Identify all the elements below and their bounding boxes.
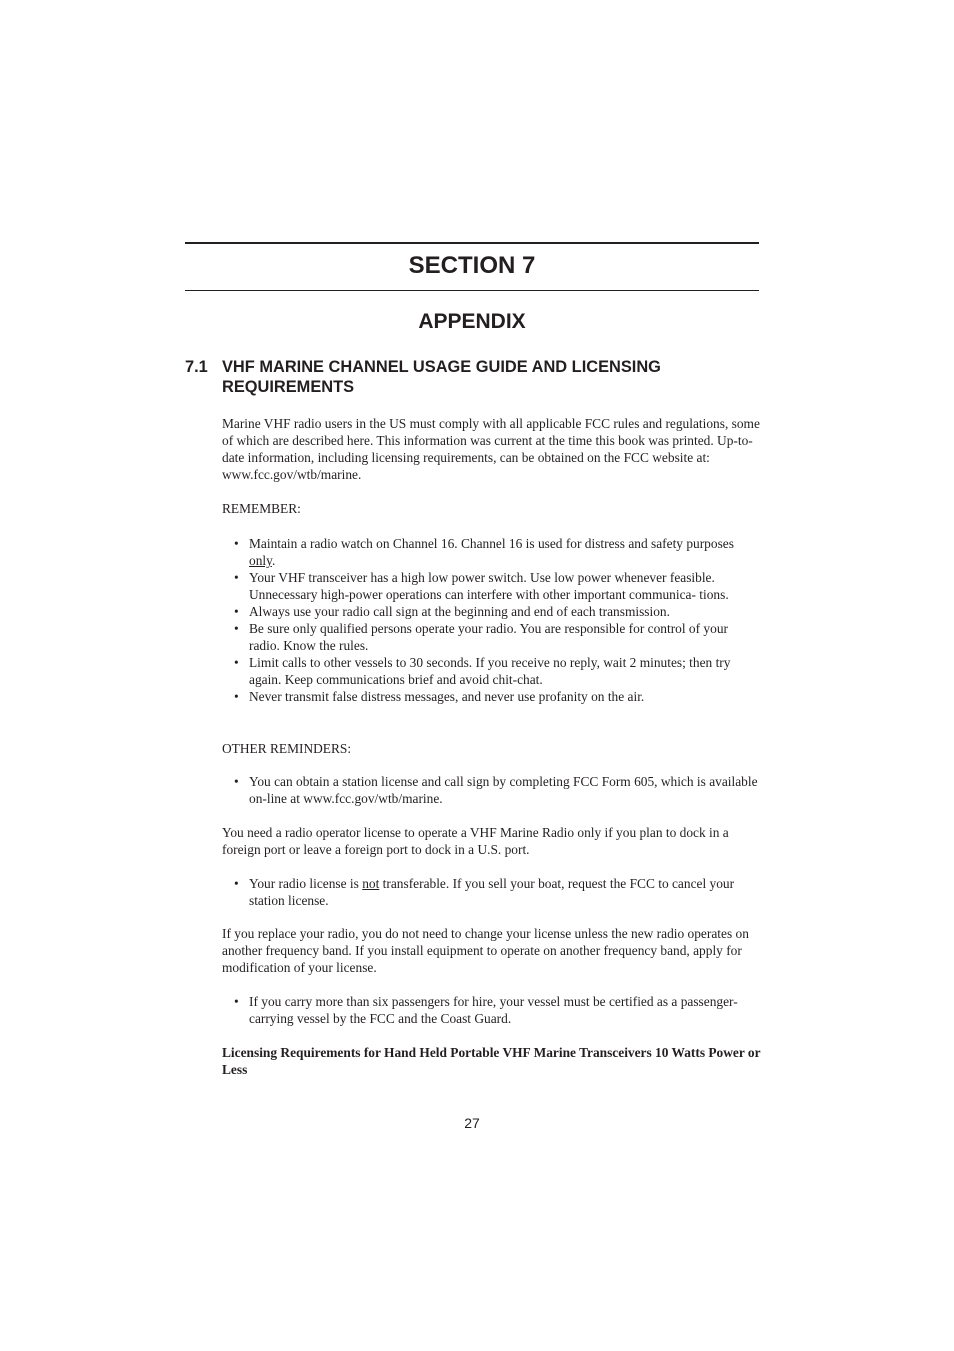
list-item <box>222 569 762 603</box>
list-item <box>222 620 762 654</box>
subsection-number: 7.1 <box>185 358 208 376</box>
list-item <box>222 688 762 705</box>
subsection-title: VHF MARINE CHANNEL USAGE GUIDE AND LICENSING REQUIREMENTS <box>222 358 661 396</box>
appendix-title: APPENDIX <box>418 310 526 333</box>
list-item <box>222 993 762 1027</box>
section-title: SECTION 7 <box>408 252 536 279</box>
bullet-text: Your radio license is <box>249 876 363 891</box>
bullet-icon: • <box>234 994 239 1009</box>
bullet-text: Maintain a radio watch on Channel 16. Channel 16 is used for distress and safety purposes <box>249 536 734 551</box>
list-item <box>222 773 762 807</box>
subsection-heading <box>185 357 759 397</box>
bullet-icon: • <box>234 876 239 891</box>
remember-heading: REMEMBER: <box>222 501 301 516</box>
bullet-icon: • <box>234 536 239 551</box>
bullet-icon: • <box>234 774 239 789</box>
replace-radio-paragraph: If you replace your radio, you do not need to change your license unless the new radio operates on another frequency band. If you install equipment to operate on another frequency band, apply for modification of your license. <box>222 926 749 975</box>
bullet-icon: • <box>234 621 239 636</box>
other-reminders-list <box>222 773 762 807</box>
bullet-text: Your VHF transceiver has a high low power switch. Use low power whenever feasible. Unnecessary high-power operations can interfere with other important communica- tions. <box>249 570 729 602</box>
underlined-word: not <box>362 876 380 891</box>
bullet-text: You can obtain a station license and call sign by completing FCC Form 605, which is available on-line at www.fcc.gov/wtb/marine. <box>249 774 758 806</box>
bullet-text: Never transmit false distress messages, and never use profanity on the air. <box>249 689 645 704</box>
list-item <box>222 535 762 569</box>
bullet-text: Always use your radio call sign at the beginning and end of each transmission. <box>249 604 670 619</box>
remember-list <box>222 535 762 705</box>
bullet-icon: • <box>234 570 239 585</box>
list-item <box>222 875 762 909</box>
other-reminders-heading: OTHER REMINDERS: <box>222 741 352 756</box>
bullet-text-end: transferable. If you sell your boat, request the FCC to cancel your station license. <box>249 876 735 908</box>
bullet-text: Limit calls to other vessels to 30 seconds. If you receive no reply, wait 2 minutes; then try again. Keep communications brief and avoid chit-chat. <box>249 655 731 687</box>
bullet-icon: • <box>234 655 239 670</box>
operator-license-paragraph: You need a radio operator license to operate a VHF Marine Radio only if you plan to dock in a foreign port or leave a foreign port to dock in a U.S. port. <box>222 825 729 857</box>
passenger-list <box>222 993 762 1027</box>
bullet-icon: • <box>234 689 239 704</box>
underlined-word: only <box>249 553 272 568</box>
section-bottom-rule <box>185 290 759 291</box>
intro-paragraph: Marine VHF radio users in the US must comply with all applicable FCC rules and regulations, some of which are described here. This information was current at the time this book was printed. Up-to-date information, including licensing requirements, can be obtained on the FCC website at: www.fcc.gov/wtb/marine. <box>222 416 760 482</box>
bullet-text: If you carry more than six passengers for hire, your vessel must be certified as a passenger-carrying vessel by the FCC and the Coast Guard. <box>249 994 738 1026</box>
licensing-requirements-heading: Licensing Requirements for Hand Held Portable VHF Marine Transceivers 10 Watts Power or Less <box>222 1045 761 1077</box>
section-top-rule <box>185 242 759 244</box>
bullet-icon: • <box>234 604 239 619</box>
page-number: 27 <box>464 1115 480 1131</box>
bullet-text-end: . <box>271 553 276 568</box>
body-text <box>222 415 762 1078</box>
bullet-text: Be sure only qualified persons operate your radio. You are responsible for control of your radio. Know the rules. <box>249 621 728 653</box>
list-item <box>222 603 762 620</box>
list-item <box>222 654 762 688</box>
transfer-list <box>222 875 762 909</box>
